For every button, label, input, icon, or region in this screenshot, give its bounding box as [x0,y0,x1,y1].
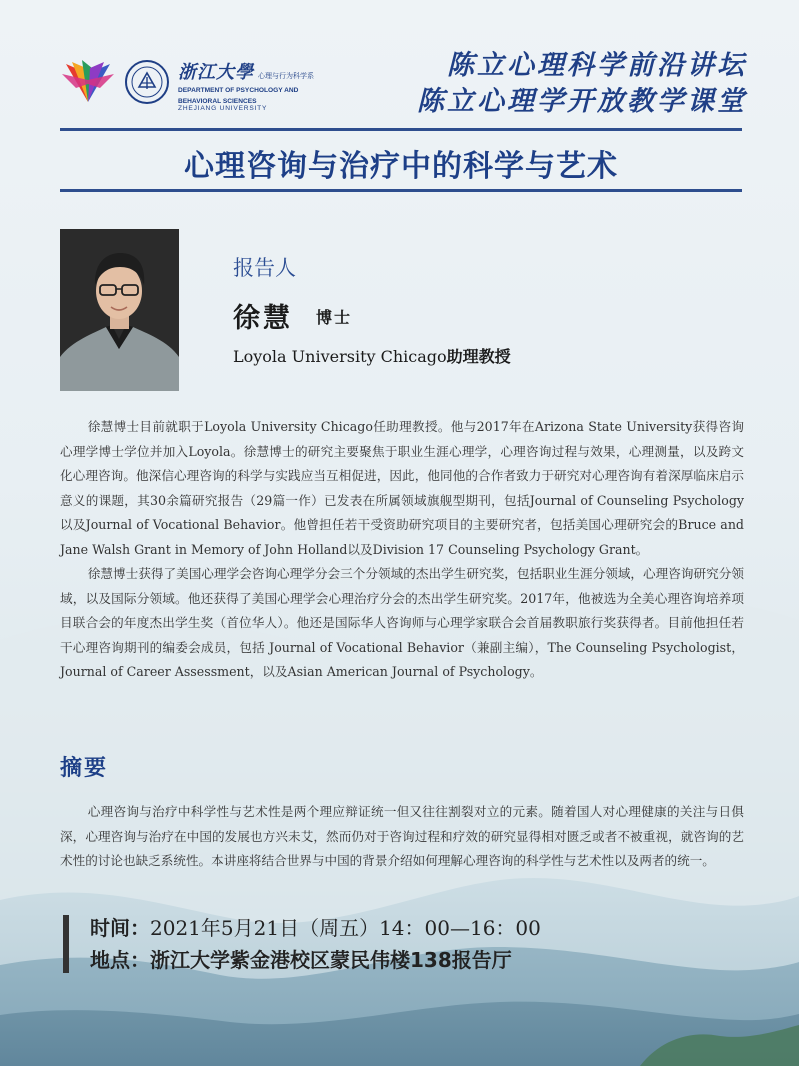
bio-paragraph: 徐慧博士获得了美国心理学会咨询心理学分会三个分领域的杰出学生研究奖，包括职业生涯分领域，心理咨询研究分领域，以及国际分领域。他还获得了美国心理学会心理治疗分会的杰出学生研究奖。2017年，他被选为全美心理咨询培养项目联合会的年度杰出学生奖（首位华人）。他还是国际华人咨询师与心理学家联合会首届教职旅行奖获得者。目前他担任若干心理咨询期刊的编委会成员，包括 Journal of Vocational Behavior（兼副主编），The Counseling Psychologist，Journal of Career Assessment，以及Asian American Journal of Psychology。 [60,566,744,679]
dept-name-cn-sub: 心理与行为科学系 [258,73,314,80]
university-seal-icon [124,59,170,105]
event-place [90,944,541,976]
dept-name-en-3: ZHEJIANG UNIVERSITY [178,105,268,113]
time-label: 时间： [90,916,150,940]
speaker-title: 助理教授 [446,347,511,366]
series-title-2: 陈立心理学开放教学课堂 [417,86,747,117]
place-label: 地点： [90,948,150,972]
wing-logo-icon [60,58,116,106]
speaker-photo [60,229,179,391]
speaker-role-label: 报告人 [233,256,296,280]
bio-paragraph: 徐慧博士目前就职于Loyola University Chicago任助理教授。他与2017年在Arizona State University获得咨询心理学博士学位并加入Loyola。徐慧博士的研究主要聚焦于职业生涯心理学，心理咨询过程与效果，心理测量，以及跨文化心理咨询。他深信心理咨询的科学与实践应当互相促进，因此，他同他的合作者致力于研究对心理咨询有着深厚临床启示意义的课题，其30余篇研究报告（29篇一作）已发表在所属领域旗舰型期刊，包括Journal of Counseling Psychology以及Journal of Vocational Behavior。他曾担任若干受资助研究项目的主要研究者，包括美国心理研究会的Bruce and Jane Walsh Grant in Memory of John Holland以及Division 17 Counseling Psychology Grant。 [60,419,744,557]
dept-name-en-1: DEPARTMENT OF PSYCHOLOGY AND [178,87,299,94]
department-logo [178,58,338,113]
series-title-1: 陈立心理科学前沿讲坛 [447,50,747,81]
event-time [90,912,541,944]
speaker-degree: 博士 [316,308,353,327]
event-info [90,912,541,976]
lecture-series [417,48,747,120]
speaker-name: 徐慧 [233,303,293,334]
lecture-title: 心理咨询与治疗中的科学与艺术 [184,149,618,184]
dept-name-en-2: BEHAVIORAL SCIENCES [178,97,257,105]
time-value: 2021年5月21日（周五）14：00—16：00 [150,916,541,940]
title-top-rule [60,128,742,131]
dept-name-cn: 浙江大學 心理与行为科学系 [178,62,314,83]
speaker-affiliation [233,344,511,367]
place-value: 浙江大学紫金港校区蒙民伟楼138报告厅 [150,948,512,972]
abstract-body [60,800,744,874]
abstract-paragraph: 心理咨询与治疗中科学性与艺术性是两个理应辩证统一但又往往割裂对立的元素。随着国人对心理健康的关注与日俱深，心理咨询与治疗在中国的发展也方兴未艾，然而仍对于咨询过程和疗效的研究显得相对匮乏或者不被重视，就咨询的艺术性的讨论也缺乏系统性。本讲座将结合世界与中国的背景介绍如何理解心理咨询的科学性与艺术性以及两者的统一。 [60,804,744,868]
title-bottom-rule [60,189,742,192]
speaker-bio [60,415,744,685]
event-info-bar [63,915,69,973]
speaker-affiliation-en: Loyola University Chicago [233,347,447,366]
abstract-heading: 摘要 [60,756,109,781]
